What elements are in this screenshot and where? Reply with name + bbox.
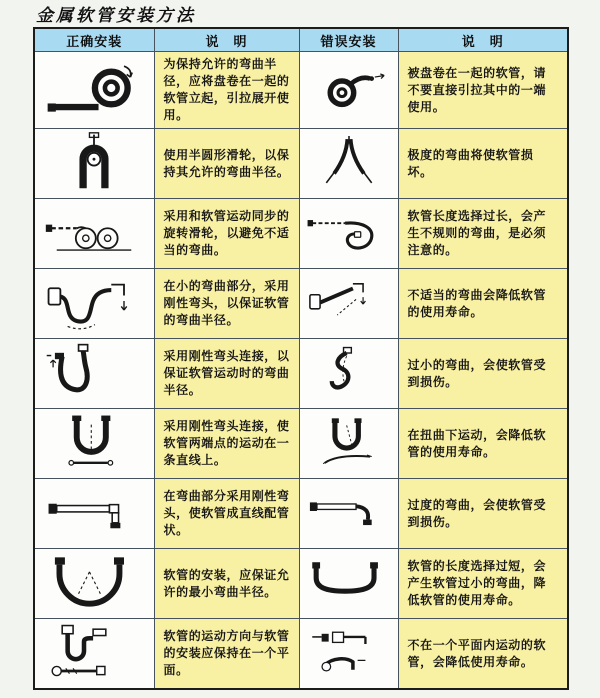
- coiled-hose-end-pulled-illustration: [306, 59, 392, 117]
- header-correct-note: 说 明: [154, 28, 299, 52]
- correct-note-cell: [154, 549, 299, 619]
- correct-note-text: 在弯曲部分采用刚性弯头，使软管成直线配管状。: [163, 489, 290, 538]
- correct-note-text: 采用和软管运动同步的旋转滑轮，以避免不适当的弯曲。: [163, 209, 290, 258]
- correct-note-text: 软管的运动方向与软管的安装应保持在一个平面。: [163, 629, 290, 678]
- table-row: [34, 549, 568, 619]
- table-row: [34, 269, 568, 339]
- out-of-plane-motion-hose-illustration: [306, 622, 392, 680]
- header-wrong-note: 说 明: [398, 28, 568, 52]
- page-title: 金属软管安装方法: [36, 6, 196, 26]
- twisted-u-hose-illustration: [306, 412, 392, 470]
- correct-note-text: 采用刚性弯头连接，以保证软管运动时的弯曲半径。: [163, 349, 290, 398]
- correct-illustration-cell: [34, 269, 154, 339]
- correct-illustration-cell: [34, 129, 154, 199]
- coiled-hose-stood-up-unrolled-illustration: [44, 58, 144, 118]
- wrong-note-text: 软管的长度选择过短，会产生软管过小的弯曲，降低软管的使用寿命。: [407, 559, 547, 608]
- wrong-illustration-cell: [299, 52, 398, 129]
- table-row: [34, 409, 568, 479]
- table-row: [34, 199, 568, 269]
- wrong-note-text: 过度的弯曲，会使软管受到损伤。: [407, 497, 547, 529]
- correct-illustration-cell: [34, 52, 154, 129]
- wrong-note-text: 不在一个平面内运动的软管，会降低使用寿命。: [407, 637, 547, 669]
- correct-illustration-cell: [34, 199, 154, 269]
- rigid-elbow-at-small-bend-illustration: [44, 271, 144, 331]
- wrong-illustration-cell: [299, 479, 398, 549]
- header-correct-install: 正确安装: [34, 28, 154, 52]
- wrong-illustration-cell: [299, 619, 398, 690]
- correct-note-text: 软管的安装，应保证允许的最小弯曲半径。: [163, 567, 290, 599]
- wrong-illustration-cell: [299, 129, 398, 199]
- correct-note-text: 采用刚性弯头连接，使软管两端点的运动在一条直线上。: [163, 419, 290, 468]
- wrong-illustration-cell: [299, 199, 398, 269]
- wrong-illustration-cell: [299, 549, 398, 619]
- synchronized-rotating-pulley-illustration: [44, 201, 144, 261]
- overlong-hose-irregular-bend-illustration: [306, 202, 392, 260]
- wrong-note-cell: [398, 409, 568, 479]
- correct-note-cell: [154, 52, 299, 129]
- improper-bend-hose-illustration: [306, 272, 392, 330]
- wrong-note-text: 不适当的弯曲会降低软管的使用寿命。: [407, 287, 547, 319]
- table-body: [34, 52, 568, 690]
- correct-note-cell: [154, 339, 299, 409]
- wrong-note-text: 在扭曲下运动，会降低软管的使用寿命。: [407, 427, 547, 459]
- too-small-bend-hose-illustration: [306, 342, 392, 400]
- wrong-illustration-cell: [299, 409, 398, 479]
- correct-illustration-cell: [34, 619, 154, 690]
- u-hose-inline-end-motion-illustration: [44, 411, 144, 471]
- rigid-elbow-connection-u-hose-illustration: [44, 341, 144, 401]
- table-row: [34, 479, 568, 549]
- correct-note-cell: [154, 409, 299, 479]
- correct-illustration-cell: [34, 479, 154, 549]
- wrong-note-cell: [398, 129, 568, 199]
- wrong-illustration-cell: [299, 339, 398, 409]
- wrong-note-text: 极度的弯曲将使软管损坏。: [407, 147, 534, 179]
- single-plane-motion-hose-illustration: [44, 621, 144, 681]
- table-header: [34, 28, 568, 52]
- correct-note-cell: [154, 269, 299, 339]
- wrong-note-cell: [398, 549, 568, 619]
- minimum-bend-radius-u-hose-illustration: [44, 551, 144, 611]
- correct-illustration-cell: [34, 409, 154, 479]
- hose-on-semicircular-pulley-illustration: [44, 131, 144, 191]
- wrong-note-cell: [398, 199, 568, 269]
- too-short-flat-hose-illustration: [306, 552, 392, 610]
- installation-method-table: [33, 27, 569, 690]
- table-row: [34, 339, 568, 409]
- correct-note-text: 为保持允许的弯曲半径，应将盘卷在一起的软管立起，引拉展开使用。: [163, 57, 290, 123]
- correct-illustration-cell: [34, 339, 154, 409]
- wrong-note-text: 被盘卷在一起的软管，请不要直接引拉其中的一端使用。: [407, 65, 547, 114]
- wrong-illustration-cell: [299, 269, 398, 339]
- correct-note-text: 在小的弯曲部分，采用刚性弯头，以保证软管的弯曲半径。: [163, 279, 290, 328]
- table-row: [34, 52, 568, 129]
- header-wrong-install: 错误安装: [299, 28, 398, 52]
- correct-illustration-cell: [34, 549, 154, 619]
- overbent-pipe-end-illustration: [306, 482, 392, 540]
- table-row: [34, 129, 568, 199]
- extreme-bend-hanging-hose-illustration: [306, 132, 392, 190]
- wrong-note-cell: [398, 479, 568, 549]
- correct-note-cell: [154, 129, 299, 199]
- table-row: [34, 619, 568, 690]
- correct-note-cell: [154, 199, 299, 269]
- wrong-note-cell: [398, 52, 568, 129]
- wrong-note-cell: [398, 269, 568, 339]
- wrong-note-text: 过小的弯曲，会使软管受到损伤。: [407, 357, 547, 389]
- wrong-note-text: 软管长度选择过长，会产生不规则的弯曲，是必须注意的。: [407, 209, 547, 258]
- correct-note-cell: [154, 479, 299, 549]
- correct-note-cell: [154, 619, 299, 690]
- wrong-note-cell: [398, 339, 568, 409]
- wrong-note-cell: [398, 619, 568, 690]
- correct-note-text: 使用半圆形滑轮，以保持其允许的弯曲半径。: [163, 147, 290, 179]
- straight-pipe-with-rigid-elbow-illustration: [44, 481, 144, 541]
